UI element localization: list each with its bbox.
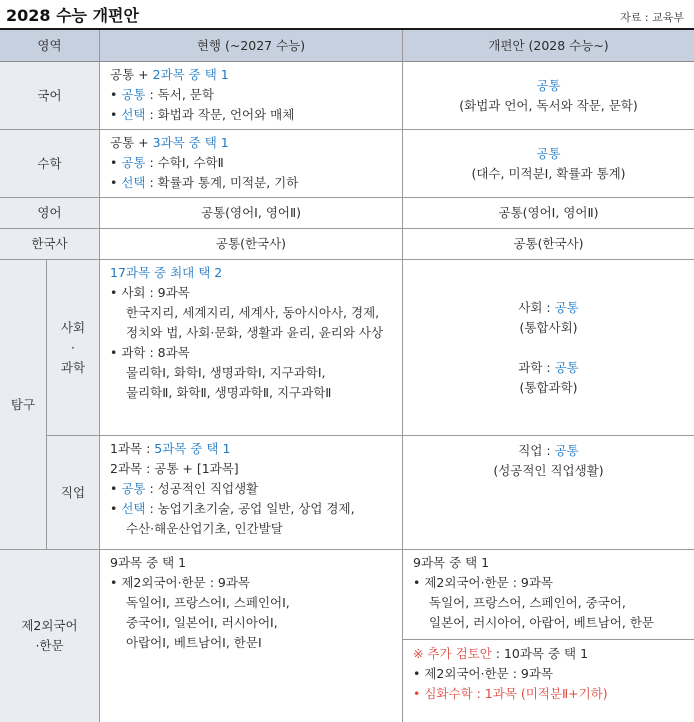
math-current	[100, 130, 403, 198]
math-current-summary: 공통 + 3과목 중 택 1	[110, 135, 229, 150]
foreign-new: 9과목 중 택 1 • 제2외국어·한문 : 9과목 독일어, 프랑스어, 스페인어, 중국어, 일본어, 러시아어, 아랍어, 베트남어, 한문 ※ 추가 검토안 : 10과목 중 택 1 • 제2외국어·한문 : 9과목 • 심화수학 : 1과목 (미적분Ⅱ+기하)	[403, 550, 694, 722]
social-science-new: 사회 : 공통 (통합사회) 과학 : 공통 (통합과학)	[403, 260, 694, 436]
math-common: • 공통 : 수학Ⅰ, 수학Ⅱ	[110, 155, 224, 170]
vocational-new: 직업 : 공통 (성공적인 직업생활)	[403, 436, 694, 550]
header-area: 영역	[0, 30, 100, 62]
english-current: 공통(영어Ⅰ, 영어Ⅱ)	[100, 198, 403, 229]
science-list-1: 물리학Ⅰ, 화학Ⅰ, 생명과학Ⅰ, 지구과학Ⅰ,	[126, 365, 326, 380]
korean-current	[100, 62, 403, 130]
page-title: 2028 수능 개편안	[6, 6, 139, 25]
extra-review-block: ※ 추가 검토안 : 10과목 중 택 1 • 제2외국어·한문 : 9과목 • 심화수학 : 1과목 (미적분Ⅱ+기하)	[403, 639, 694, 704]
row-label-foreign: 제2외국어 ·한문	[0, 550, 100, 722]
row-label-korean: 국어	[0, 62, 100, 130]
history-new: 공통(한국사)	[403, 229, 694, 260]
social-head: • 사회 : 9과목	[110, 285, 190, 300]
header-current: 현행 (~2027 수능)	[100, 30, 403, 62]
comparison-table	[0, 30, 694, 722]
vocational-current	[100, 436, 403, 550]
social-list: 한국지리, 세계지리, 세계사, 동아시아사, 경제, 정치와 법, 사회·문화, 생활과 윤리, 윤리와 사상	[126, 305, 384, 340]
social-science-summary: 17과목 중 최대 택 2	[110, 265, 223, 280]
math-choice: • 선택 : 확률과 통계, 미적분, 기하	[110, 175, 299, 190]
vocational-choice-2: 수산·해운산업기초, 인간발달	[126, 521, 283, 536]
source-note: 자료 : 교육부	[620, 11, 684, 24]
foreign-current: 9과목 중 택 1 • 제2외국어·한문 : 9과목 독일어Ⅰ, 프랑스어Ⅰ, 스페인어Ⅰ, 중국어Ⅰ, 일본어Ⅰ, 러시아어Ⅰ, 아랍어Ⅰ, 베트남어Ⅰ, 한문Ⅰ	[100, 550, 403, 722]
vocational-line-1: 1과목 : 5과목 중 택 1	[110, 441, 231, 456]
social-science-current	[100, 260, 403, 436]
vocational-line-2: 2과목 : 공통 + [1과목]	[110, 461, 239, 476]
math-new: 공통 (대수, 미적분Ⅰ, 확률과 통계)	[403, 130, 694, 198]
header-new: 개편안 (2028 수능~)	[403, 30, 694, 62]
row-label-math: 수학	[0, 130, 100, 198]
row-label-social-science: 사회 · 과학	[47, 260, 100, 436]
korean-current-summary: 공통 + 2과목 중 택 1	[110, 67, 229, 82]
korean-choice: • 선택 : 화법과 작문, 언어와 매체	[110, 107, 295, 122]
row-label-inquiry: 탐구	[0, 260, 47, 550]
row-label-history: 한국사	[0, 229, 100, 260]
history-current: 공통(한국사)	[100, 229, 403, 260]
science-head: • 과학 : 8과목	[110, 345, 190, 360]
vocational-choice: • 선택 : 농업기초기술, 공업 일반, 상업 경제,	[110, 501, 355, 516]
row-label-vocational: 직업	[47, 436, 100, 550]
science-list-2: 물리학Ⅱ, 화학Ⅱ, 생명과학Ⅱ, 지구과학Ⅱ	[126, 385, 332, 400]
korean-common: • 공통 : 독서, 문학	[110, 87, 214, 102]
korean-new: 공통 (화법과 언어, 독서와 작문, 문학)	[403, 62, 694, 130]
english-new: 공통(영어Ⅰ, 영어Ⅱ)	[403, 198, 694, 229]
vocational-common: • 공통 : 성공적인 직업생활	[110, 481, 259, 496]
row-label-english: 영어	[0, 198, 100, 229]
